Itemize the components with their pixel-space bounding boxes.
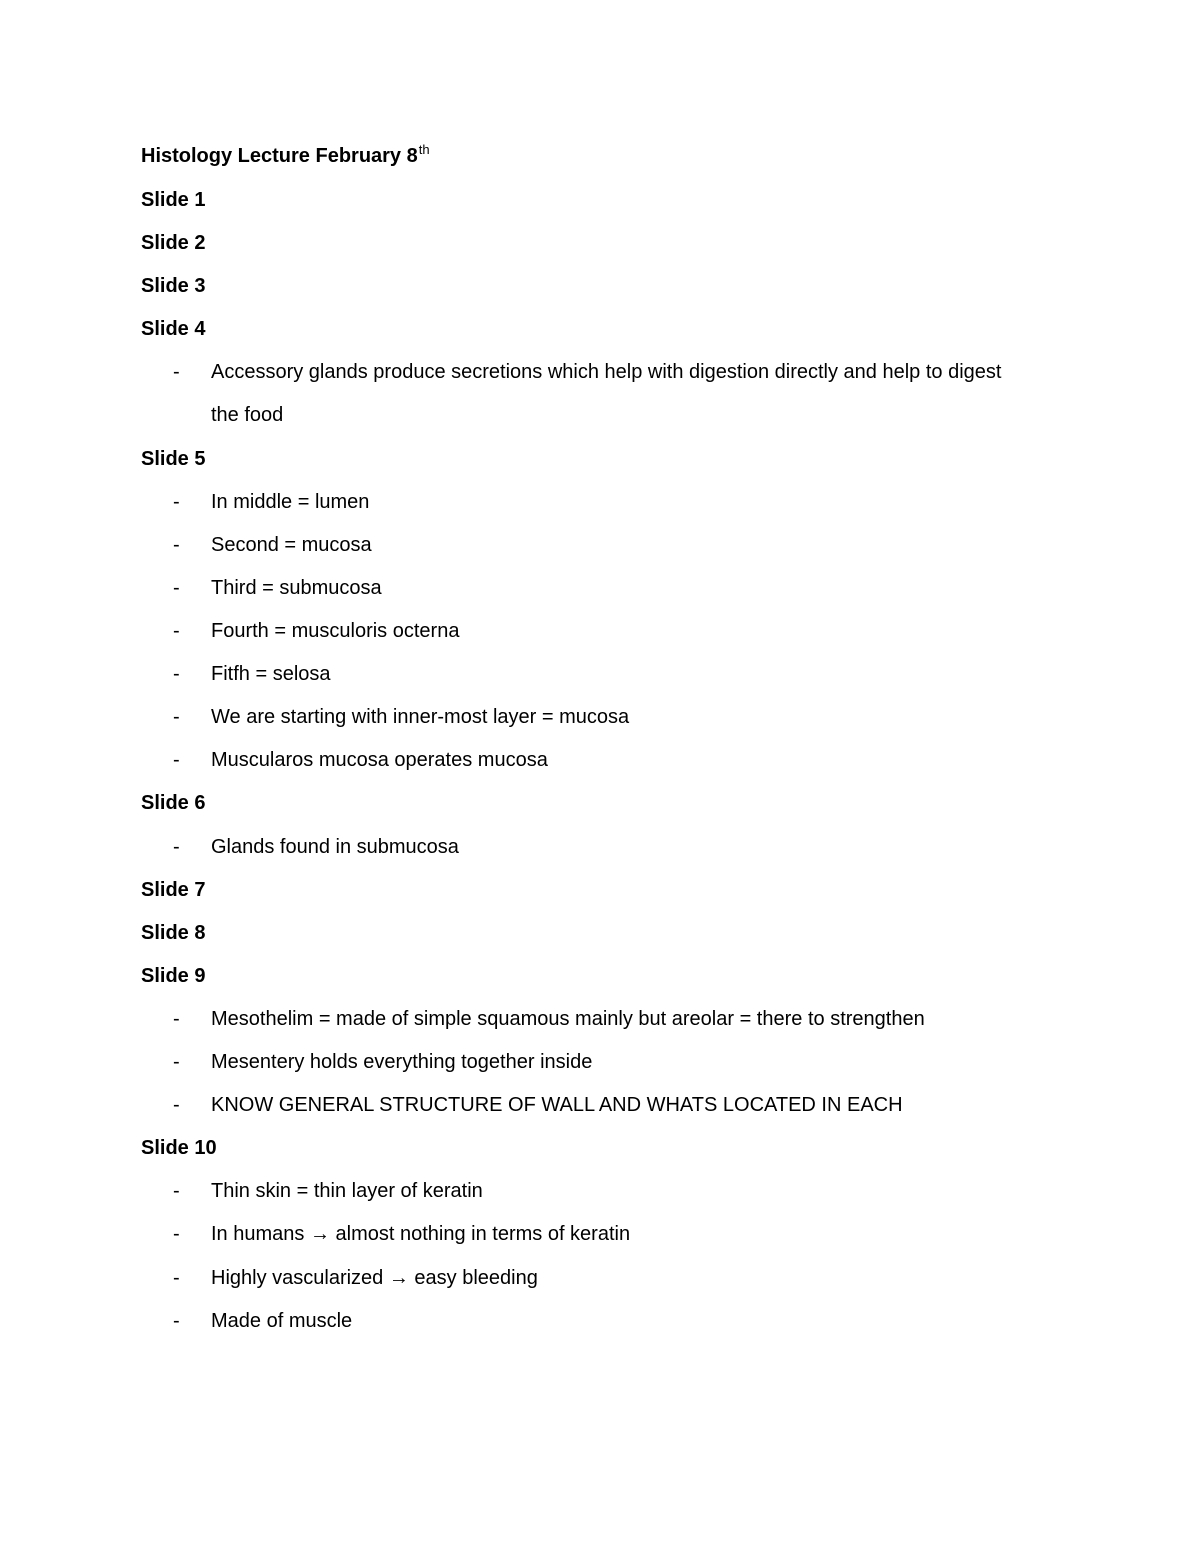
bullet-text: Second = mucosa [211, 533, 372, 556]
bullet-dash: - [173, 1051, 180, 1073]
document-title [141, 141, 430, 171]
bullet-text: Highly vascularized → easy bleeding [211, 1266, 538, 1289]
slide-heading: Slide 7 [141, 878, 206, 901]
slide-heading: Slide 8 [141, 921, 206, 944]
slide-heading: Slide 2 [141, 232, 206, 255]
bullet-dash: - [173, 490, 180, 513]
bullet-dash: - [173, 1007, 180, 1030]
bullet-dash: - [173, 361, 180, 384]
bullet-item [0, 745, 1200, 788]
bullet-text: Glands found in submucosa [211, 835, 459, 858]
document-title-superscript: th [418, 142, 430, 157]
bullet-text: Thin skin = thin layer of keratin [211, 1180, 483, 1203]
bullet-dash: - [173, 533, 180, 556]
bullet-text: Mesothelim = made of simple squamous mainly but areolar = there to strengthen [211, 1007, 925, 1030]
bullet-dash: - [173, 620, 180, 642]
bullet-dash: - [173, 706, 180, 729]
bullet-text: KNOW GENERAL STRUCTURE OF WALL AND WHATS LOCATED IN EACH [211, 1094, 903, 1117]
bullet-text: In humans → almost nothing in terms of keratin [211, 1223, 631, 1246]
bullet-item [0, 832, 1200, 875]
bullet-text: Fitfh = selosa [211, 663, 331, 686]
slide-heading: Slide 3 [141, 275, 206, 298]
bullet-dash: - [173, 1223, 180, 1246]
bullet-dash: - [173, 749, 180, 772]
bullet-text: Muscularos mucosa operates mucosa [211, 749, 548, 772]
bullet-item [0, 1090, 1200, 1133]
slide-heading: Slide 10 [141, 1137, 217, 1160]
bullet-text: Third = submucosa [211, 576, 382, 599]
bullet-dash: - [173, 1094, 180, 1117]
bullet-text: Made of muscle [211, 1309, 353, 1332]
bullet-dash: - [173, 1309, 180, 1332]
slide-heading: Slide 9 [141, 964, 206, 987]
document-title-text: Histology Lecture February 8 [141, 145, 418, 167]
bullet-dash: - [173, 663, 180, 686]
bullet-item [0, 1306, 1200, 1349]
slide-heading: Slide 4 [141, 318, 206, 341]
slide-heading: Slide 5 [141, 447, 206, 470]
bullet-text: Fourth = musculoris octerna [211, 620, 460, 642]
bullet-text: Mesentery holds everything together inside [211, 1051, 593, 1073]
bullet-dash: - [173, 1266, 180, 1289]
bullet-text: Accessory glands produce secretions which help with digestion directly and help to digest the food [211, 361, 1002, 427]
slide-heading: Slide 6 [141, 792, 206, 815]
bullet-dash: - [173, 576, 180, 599]
bullet-dash: - [173, 835, 180, 858]
bullet-text: In middle = lumen [211, 490, 370, 513]
slide-heading: Slide 1 [141, 189, 206, 211]
bullet-dash: - [173, 1180, 180, 1203]
bullet-item [0, 357, 1200, 443]
bullet-text: We are starting with inner-most layer = mucosa [211, 706, 630, 729]
